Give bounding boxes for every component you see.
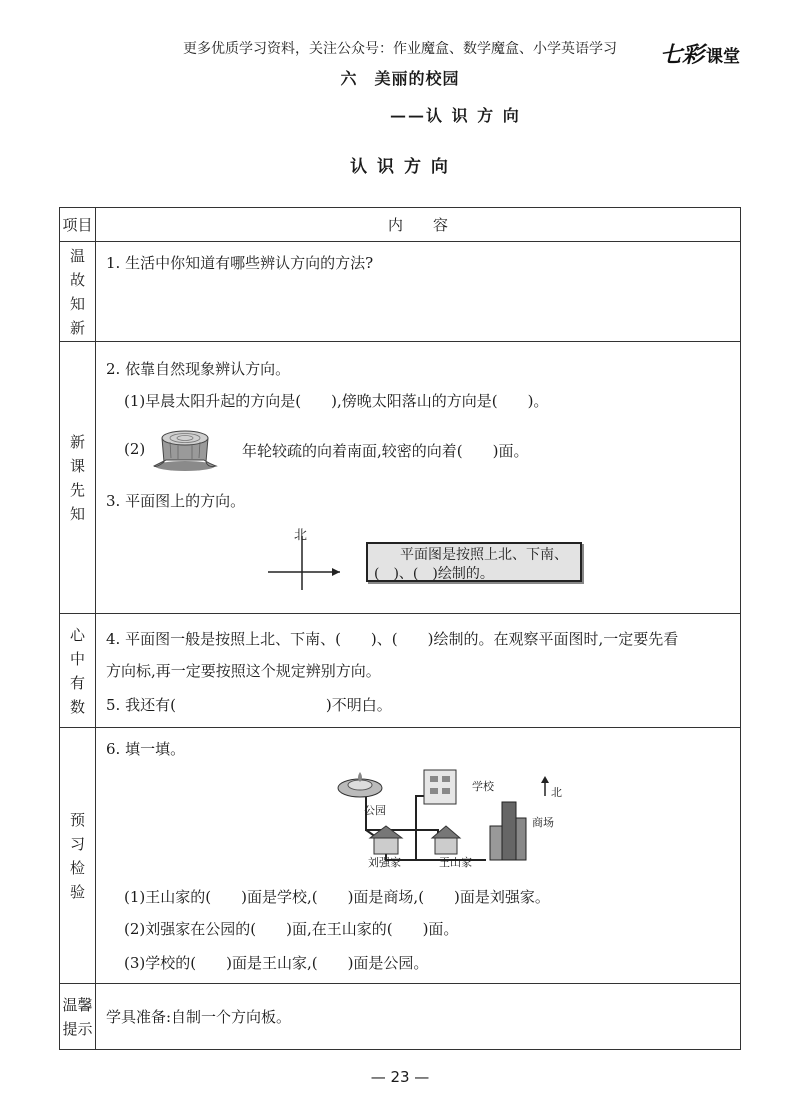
- section-new-lesson: [96, 342, 741, 614]
- top-note: 更多优质学习资料，关注公众号：作业魔盒、数学魔盒、小学英语学习: [183, 41, 617, 57]
- lesson-subtitle: ——认 识 方 向: [390, 106, 521, 125]
- map-label-liu: 刘强家: [368, 856, 401, 869]
- header-content: 内 容: [96, 208, 741, 242]
- brand-logo: [660, 38, 740, 69]
- map-label-wang: 王山家: [439, 856, 472, 869]
- brand-sub: 课堂: [706, 47, 740, 67]
- map-label-north: 北: [551, 786, 562, 799]
- section-label-review: 温 故 知 新: [60, 242, 96, 342]
- worksheet-table: [59, 207, 741, 1050]
- question-3: 3. 平面图上的方向。: [106, 492, 246, 510]
- question-2: 2. 依靠自然现象辨认方向。: [106, 360, 291, 378]
- section-preview: [96, 728, 741, 984]
- park-icon: [338, 772, 382, 797]
- plan-direction-box: [366, 542, 582, 582]
- box-line-2: ( )、( )绘制的。: [374, 566, 494, 582]
- answer-1: (1)王山家的( )面是学校,( )面是商场,( )面是刘强家。: [124, 888, 550, 906]
- answer-2: (2)刘强家在公园的( )面,在王山家的( )面。: [124, 920, 459, 938]
- question-2-2: 年轮较疏的向着南面,较密的向着( )面。: [242, 442, 529, 460]
- page-number: — 23 —: [370, 1068, 430, 1086]
- question-6: 6. 填一填。: [106, 740, 186, 758]
- question-1: 1. 生活中你知道有哪些辨认方向的方法?: [106, 254, 374, 272]
- section-label-summary: 心 中 有 数: [60, 614, 96, 728]
- unit-title: 六 美丽的校园: [340, 69, 460, 88]
- school-icon: [424, 770, 456, 804]
- question-2-2-number: (2): [124, 440, 146, 458]
- section-label-new: 新 课 先 知: [60, 342, 96, 614]
- section-summary: [96, 614, 741, 728]
- tree-stump-icon: [152, 426, 218, 472]
- map-label-mall: 商场: [532, 816, 554, 829]
- question-2-1: (1)早晨太阳升起的方向是( ),傍晚太阳落山的方向是( )。: [124, 392, 549, 410]
- mall-icon: [490, 802, 526, 860]
- brand-name: 七彩: [659, 42, 704, 68]
- section-label-tips: 温馨 提示: [60, 984, 96, 1050]
- section-review: [96, 242, 741, 342]
- question-4-line-2: 方向标,再一定要按照这个规定辨别方向。: [106, 662, 381, 680]
- compass-cross-icon: [262, 530, 346, 596]
- worksheet-title: 认 识 方 向: [350, 157, 450, 177]
- box-line-1: 平面图是按照上北、下南、: [400, 547, 568, 563]
- question-5: 5. 我还有( )不明白。: [106, 696, 392, 714]
- section-tips: [96, 984, 741, 1050]
- header-item: 项目: [60, 208, 96, 242]
- map-label-park: 公园: [364, 804, 386, 817]
- section-label-preview: 预 习 检 验: [60, 728, 96, 984]
- north-label: 北: [294, 528, 308, 543]
- map-label-school: 学校: [472, 780, 494, 793]
- question-4-line-1: 4. 平面图一般是按照上北、下南、( )、( )绘制的。在观察平面图时,一定要先看: [106, 630, 679, 648]
- tip-text: 学具准备:自制一个方向板。: [106, 1008, 292, 1026]
- answer-3: (3)学校的( )面是王山家,( )面是公园。: [124, 954, 429, 972]
